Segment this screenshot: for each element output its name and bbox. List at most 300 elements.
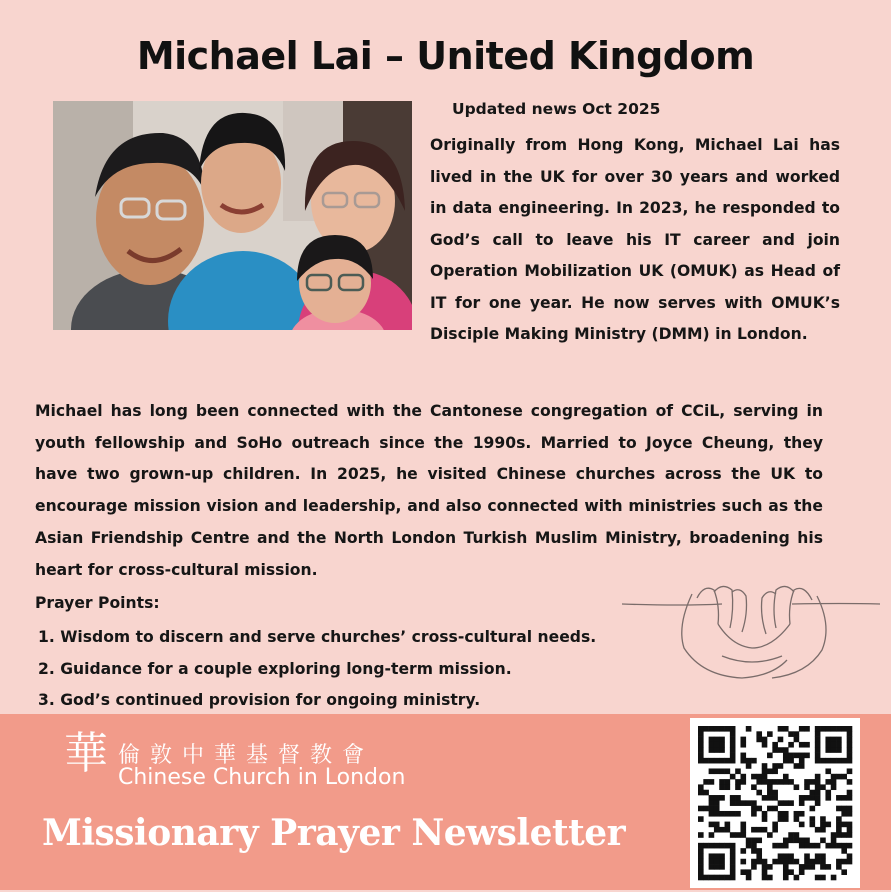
qr-module: [730, 795, 736, 801]
qr-module: [709, 742, 715, 748]
qr-module: [810, 806, 816, 812]
qr-module: [815, 774, 821, 780]
qr-module: [725, 779, 731, 785]
qr-module: [847, 853, 853, 859]
qr-module: [725, 822, 731, 828]
newsletter-title: Missionary Prayer Newsletter: [42, 812, 626, 854]
qr-module: [841, 726, 847, 732]
qr-module: [740, 742, 746, 748]
qr-module: [820, 838, 826, 844]
qr-module: [709, 864, 715, 870]
qr-module: [714, 737, 720, 743]
qr-module: [709, 737, 715, 743]
qr-module: [836, 827, 842, 833]
qr-module: [772, 822, 778, 828]
qr-module: [820, 784, 826, 790]
qr-module: [820, 758, 826, 764]
qr-module: [762, 763, 768, 769]
page-title: Michael Lai – United Kingdom: [136, 34, 755, 78]
qr-module: [730, 853, 736, 859]
qr-module: [698, 869, 704, 875]
qr-module: [740, 779, 746, 785]
praying-hands-icon: [622, 576, 882, 690]
qr-module: [810, 816, 816, 822]
qr-module: [788, 800, 794, 806]
qr-module: [751, 848, 757, 854]
qr-module: [698, 753, 704, 759]
qr-module: [751, 800, 757, 806]
qr-module: [714, 747, 720, 753]
qr-module: [725, 827, 731, 833]
qr-module: [709, 747, 715, 753]
qr-module: [841, 848, 847, 854]
qr-module: [762, 864, 768, 870]
qr-module: [709, 806, 715, 812]
qr-module: [751, 859, 757, 865]
qr-module: [804, 742, 810, 748]
prayer-point: 3. God’s continued provision for ongoing ministry.: [38, 691, 481, 709]
qr-module: [767, 864, 773, 870]
qr-module: [841, 758, 847, 764]
qr-module: [740, 774, 746, 780]
qr-module: [703, 790, 709, 796]
qr-module: [794, 811, 800, 817]
qr-module: [847, 806, 853, 812]
qr-module: [799, 795, 805, 801]
qr-module: [788, 838, 794, 844]
qr-module: [735, 800, 741, 806]
qr-module: [799, 742, 805, 748]
qr-module: [815, 726, 821, 732]
qr-module: [847, 843, 853, 849]
qr-module: [772, 768, 778, 774]
qr-module: [831, 774, 837, 780]
qr-module: [804, 753, 810, 759]
qr-module: [762, 869, 768, 875]
qr-module: [804, 843, 810, 849]
qr-module: [756, 737, 762, 743]
qr-module: [740, 832, 746, 838]
qr-module: [799, 822, 805, 828]
qr-module: [730, 774, 736, 780]
qr-module: [746, 758, 752, 764]
qr-module: [783, 779, 789, 785]
qr-module: [831, 747, 837, 753]
qr-module: [703, 758, 709, 764]
qr-module: [820, 822, 826, 828]
qr-module: [841, 859, 847, 865]
qr-module: [762, 768, 768, 774]
qr-module: [783, 758, 789, 764]
qr-module: [831, 779, 837, 785]
qr-module: [847, 753, 853, 759]
qr-module: [725, 875, 731, 881]
qr-module: [709, 832, 715, 838]
qr-module: [698, 832, 704, 838]
qr-module: [698, 848, 704, 854]
intro-paragraph: Originally from Hong Kong, Michael Lai has lived in the UK for over 30 years and worked in data engineering. In 2023, he responded to God’s call to leave his IT career and join Operation Mobilization UK (OMUK) as Head of IT for one year. He now serves with OMUK’s Disciple Making Ministry (DMM) in London.: [430, 136, 840, 343]
qr-module: [756, 806, 762, 812]
qr-module: [825, 737, 831, 743]
qr-module: [703, 875, 709, 881]
qr-module: [815, 875, 821, 881]
qr-module: [719, 758, 725, 764]
qr-module: [751, 806, 757, 812]
qr-module: [714, 827, 720, 833]
qr-module: [847, 827, 853, 833]
qr-module: [772, 742, 778, 748]
qr-module: [709, 726, 715, 732]
qr-module: [820, 859, 826, 865]
qr-module: [783, 774, 789, 780]
qr-module: [725, 811, 731, 817]
qr-module: [740, 827, 746, 833]
qr-module: [767, 768, 773, 774]
qr-module: [847, 747, 853, 753]
qr-module: [778, 816, 784, 822]
qr-module: [836, 747, 842, 753]
qr-module: [730, 843, 736, 849]
qr-module: [698, 864, 704, 870]
qr-module: [730, 800, 736, 806]
qr-module: [836, 832, 842, 838]
qr-module: [841, 774, 847, 780]
qr-module: [794, 859, 800, 865]
qr-module: [746, 843, 752, 849]
qr-module: [841, 832, 847, 838]
qr-module: [815, 843, 821, 849]
qr-module: [746, 869, 752, 875]
qr-module: [730, 731, 736, 737]
qr-module: [804, 795, 810, 801]
qr-module: [725, 784, 731, 790]
qr-module: [751, 811, 757, 817]
qr-module: [719, 827, 725, 833]
qr-module: [719, 875, 725, 881]
qr-module: [783, 869, 789, 875]
qr-module: [719, 726, 725, 732]
qr-module: [815, 758, 821, 764]
qr-module: [714, 864, 720, 870]
qr-module: [815, 790, 821, 796]
qr-module: [825, 843, 831, 849]
qr-module: [794, 763, 800, 769]
qr-module: [725, 768, 731, 774]
qr-module: [772, 790, 778, 796]
qr-module: [767, 731, 773, 737]
qr-module: [740, 800, 746, 806]
qr-module: [831, 726, 837, 732]
qr-module: [751, 843, 757, 849]
qr-module: [820, 864, 826, 870]
qr-module: [730, 864, 736, 870]
qr-module: [794, 737, 800, 743]
qr-module: [799, 758, 805, 764]
qr-module: [698, 742, 704, 748]
qr-module: [799, 726, 805, 732]
qr-module: [746, 838, 752, 844]
qr-module: [730, 811, 736, 817]
qr-module: [772, 827, 778, 833]
qr-module: [815, 753, 821, 759]
qr-module: [831, 875, 837, 881]
qr-module: [719, 768, 725, 774]
qr-module: [751, 758, 757, 764]
qr-module: [825, 864, 831, 870]
qr-module: [719, 795, 725, 801]
qr-module: [836, 816, 842, 822]
qr-module: [735, 795, 741, 801]
qr-module: [778, 859, 784, 865]
qr-module: [740, 869, 746, 875]
qr-module: [783, 864, 789, 870]
qr-module: [751, 827, 757, 833]
qr-module: [714, 859, 720, 865]
qr-module: [815, 800, 821, 806]
qr-module: [783, 726, 789, 732]
qr-module: [772, 843, 778, 849]
qr-module: [794, 816, 800, 822]
qr-module: [810, 795, 816, 801]
qr-module: [762, 859, 768, 865]
qr-module: [825, 779, 831, 785]
qr-module: [719, 853, 725, 859]
qr-module: [847, 742, 853, 748]
qr-module: [810, 822, 816, 828]
qr-module: [767, 806, 773, 812]
qr-module: [767, 779, 773, 785]
qr-module: [783, 859, 789, 865]
qr-module: [778, 763, 784, 769]
qr-module: [714, 800, 720, 806]
qr-module: [810, 843, 816, 849]
qr-module: [836, 859, 842, 865]
qr-module: [778, 800, 784, 806]
qr-module: [815, 742, 821, 748]
church-name-english: Chinese Church in London: [118, 765, 406, 790]
qr-module: [767, 832, 773, 838]
qr-module: [799, 800, 805, 806]
qr-module: [794, 832, 800, 838]
prayer-point: 1. Wisdom to discern and serve churches’ cross-cultural needs.: [38, 628, 597, 646]
qr-module: [825, 795, 831, 801]
qr-module: [820, 827, 826, 833]
qr-module: [719, 859, 725, 865]
qr-module: [703, 726, 709, 732]
qr-module: [783, 753, 789, 759]
qr-module: [703, 779, 709, 785]
qr-module: [698, 737, 704, 743]
qr-module: [799, 864, 805, 870]
church-logo: 華: [64, 728, 108, 779]
qr-module: [783, 816, 789, 822]
qr-module: [820, 726, 826, 732]
family-photo: [53, 101, 412, 330]
qr-module: [730, 758, 736, 764]
qr-module: [804, 726, 810, 732]
qr-module: [756, 838, 762, 844]
qr-module: [783, 838, 789, 844]
qr-module: [836, 742, 842, 748]
qr-module: [714, 811, 720, 817]
qr-module: [756, 790, 762, 796]
qr-module: [847, 758, 853, 764]
qr-module: [740, 753, 746, 759]
qr-module: [740, 822, 746, 828]
qr-module: [762, 875, 768, 881]
prayer-point: 2. Guidance for a couple exploring long-term mission.: [38, 659, 512, 678]
qr-module: [714, 843, 720, 849]
qr-module: [804, 779, 810, 785]
qr-module: [751, 838, 757, 844]
qr-module: [703, 843, 709, 849]
qr-module: [703, 806, 709, 812]
qr-module: [783, 875, 789, 881]
qr-module: [719, 811, 725, 817]
qr-module: [788, 859, 794, 865]
qr-module: [762, 811, 768, 817]
qr-module: [810, 779, 816, 785]
qr-module: [762, 774, 768, 780]
prayer-list: [38, 622, 596, 717]
qr-module: [778, 726, 784, 732]
qr-module: [836, 758, 842, 764]
qr-module: [709, 853, 715, 859]
qr-module: [698, 816, 704, 822]
qr-code[interactable]: [690, 718, 860, 888]
church-name-chinese: 倫敦中華基督教會: [118, 743, 375, 768]
qr-module: [794, 753, 800, 759]
qr-module: [778, 843, 784, 849]
qr-module: [772, 747, 778, 753]
qr-module: [725, 758, 731, 764]
qr-module: [735, 779, 741, 785]
qr-module: [698, 790, 704, 796]
qr-module: [730, 859, 736, 865]
qr-module: [804, 864, 810, 870]
qr-module: [725, 726, 731, 732]
qr-module: [751, 774, 757, 780]
body-paragraph: Michael has long been connected with the Cantonese congregation of CCiL, serving in youth fellowship and SoHo outreach since the 1990s. Married to Joyce Cheung, they have two grown-up children. In 2025, he visited Chinese churches across the UK to encourage mission vision and leadership, and also connected with ministries such as the Asian Friendship Centre and the North London Turkish Muslim Ministry, broadening his heart for cross-cultural mission.: [35, 402, 823, 579]
qr-module: [788, 869, 794, 875]
qr-module: [788, 753, 794, 759]
qr-module: [820, 875, 826, 881]
qr-module: [746, 875, 752, 881]
qr-module: [847, 779, 853, 785]
qr-module: [841, 869, 847, 875]
qr-module: [730, 848, 736, 854]
qr-module: [778, 853, 784, 859]
qr-module: [735, 832, 741, 838]
qr-module: [746, 763, 752, 769]
qr-module: [847, 731, 853, 737]
qr-module: [815, 731, 821, 737]
qr-module: [778, 779, 784, 785]
qr-module: [847, 790, 853, 796]
qr-module: [730, 737, 736, 743]
qr-module: [841, 795, 847, 801]
qr-module: [847, 811, 853, 817]
qr-module: [810, 859, 816, 865]
qr-module: [836, 774, 842, 780]
qr-module: [831, 737, 837, 743]
qr-module: [762, 827, 768, 833]
qr-module: [714, 875, 720, 881]
qr-module: [698, 731, 704, 737]
qr-module: [836, 726, 842, 732]
qr-module: [740, 848, 746, 854]
qr-module: [847, 768, 853, 774]
qr-module: [799, 843, 805, 849]
qr-module: [836, 806, 842, 812]
qr-module: [719, 779, 725, 785]
qr-module: [799, 763, 805, 769]
qr-module: [735, 768, 741, 774]
qr-module: [751, 784, 757, 790]
qr-module: [810, 864, 816, 870]
qr-module: [709, 758, 715, 764]
qr-module: [847, 795, 853, 801]
qr-module: [740, 859, 746, 865]
qr-module: [735, 811, 741, 817]
qr-module: [698, 875, 704, 881]
qr-module: [709, 822, 715, 828]
qr-module: [799, 838, 805, 844]
qr-module: [836, 843, 842, 849]
prayer-heading: Prayer Points:: [35, 594, 160, 612]
qr-module: [836, 737, 842, 743]
qr-module: [847, 832, 853, 838]
qr-module: [751, 864, 757, 870]
qr-module: [714, 726, 720, 732]
qr-module: [825, 747, 831, 753]
qr-module: [783, 853, 789, 859]
qr-module: [799, 753, 805, 759]
qr-module: [730, 832, 736, 838]
qr-module: [767, 784, 773, 790]
qr-module: [778, 747, 784, 753]
qr-module: [730, 875, 736, 881]
qr-module: [788, 779, 794, 785]
qr-module: [767, 790, 773, 796]
qr-module: [756, 827, 762, 833]
qr-module: [815, 737, 821, 743]
qr-module: [825, 822, 831, 828]
qr-module: [836, 864, 842, 870]
qr-module: [778, 737, 784, 743]
qr-module: [831, 784, 837, 790]
qr-module: [825, 790, 831, 796]
qr-module: [709, 859, 715, 865]
qr-module: [714, 742, 720, 748]
qr-module: [825, 768, 831, 774]
qr-module: [788, 742, 794, 748]
qr-module: [820, 816, 826, 822]
qr-module: [804, 784, 810, 790]
qr-module: [730, 742, 736, 748]
qr-module: [794, 838, 800, 844]
qr-module: [788, 853, 794, 859]
qr-module: [794, 784, 800, 790]
qr-module: [762, 816, 768, 822]
qr-module: [730, 869, 736, 875]
qr-module: [794, 875, 800, 881]
qr-module: [778, 811, 784, 817]
qr-module: [762, 795, 768, 801]
qr-module: [767, 753, 773, 759]
qr-module: [714, 806, 720, 812]
qr-module: [762, 742, 768, 748]
